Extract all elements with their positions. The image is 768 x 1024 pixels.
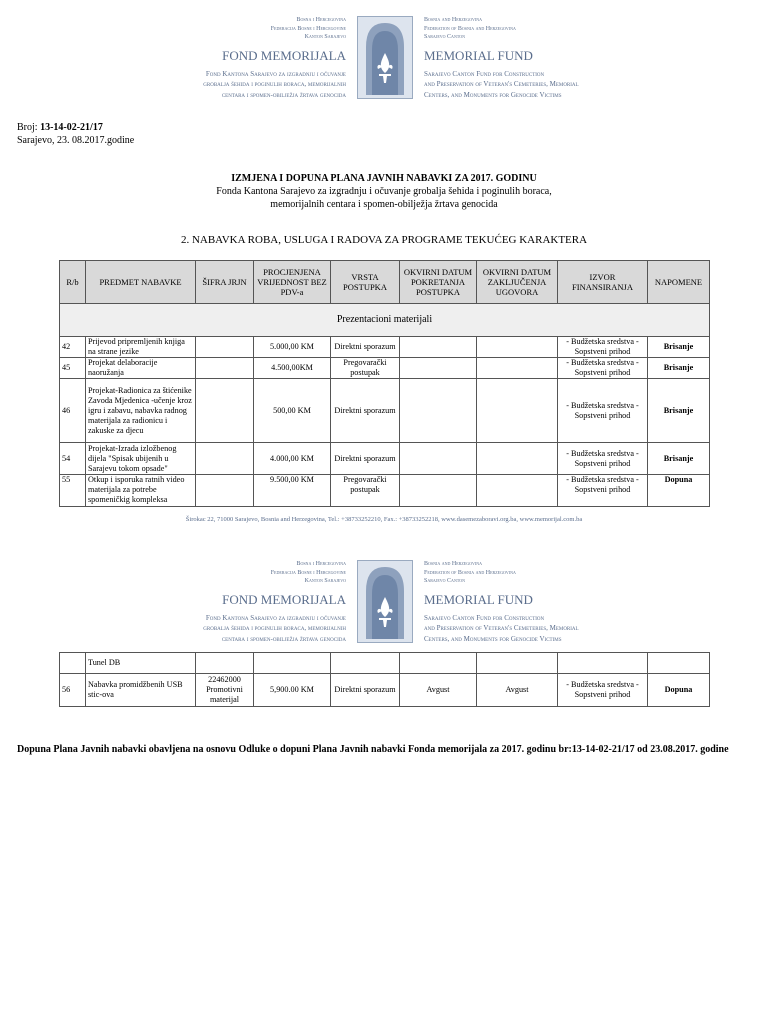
cell-rb: 55 [60,475,86,507]
right-desc-2: and Preservation of Veteran's Cemeteries, Memorial [424,80,579,88]
cell-vrijednost: 4.000,00 KM [254,443,331,475]
cell-zakljucenje [477,379,558,443]
cell-izvor: - Budžetska sredstva - Sopstveni prihod [558,337,648,358]
cell-pokretanje [400,337,477,358]
right-desc-1: Sarajevo Canton Fund for Construction [424,613,545,622]
header-zakljucenje: OKVIRNI DATUM ZAKLJUČENJA UGOVORA [477,261,558,304]
letterhead-left-2 [170,560,346,644]
procurement-table-continued [59,652,710,707]
memorial-fund-logo [357,16,413,99]
cell-zakljucenje [477,337,558,358]
left-desc-2: grobalja šehida i poginulih boraca, memorijalnih [203,80,346,88]
cell-izvor: - Budžetska sredstva - Sopstveni prihod [558,379,648,443]
section-row [60,304,710,337]
right-desc-2: and Preservation of Veteran's Cemeteries, Memorial [424,624,579,632]
cell-zakljucenje: Avgust [477,674,558,707]
left-org-name: FOND MEMORIJALA [222,591,346,607]
header-vrijednost: PROCJENJENA VRIJEDNOST BEZ PDV-a [254,261,331,304]
right-small-3: Sarajevo Canton [424,578,465,584]
left-desc-3: centara i spomen-obilježja žrtava genocida [221,90,346,99]
title-line-1: IZMJENA I DOPUNA PLANA JAVNIH NABAVKI ZA 2017. GODINU [231,173,537,184]
right-small-2: Federation of Bosnia and Herzegovina [424,25,516,32]
memorial-logo-icon [358,17,412,98]
document-meta [17,122,134,147]
letterhead-right-2 [424,560,624,644]
title-line-2: Fonda Kantona Sarajevo za izgradnju i očuvanje grobalja šehida i poginulih boraca, [216,186,552,197]
cell-postupak: Pregovarački postupak [331,475,400,507]
cell-predmet: Projekat delaboracije naoružanja [86,358,196,379]
right-org-name: MEMORIAL FUND [424,47,533,63]
cell-sifra: 22462000 Promotivni materijal [196,674,254,707]
cell-sifra [196,358,254,379]
amendment-note: Dopuna Plana Javnih nabavki obavljena na osnovu Odluke o dopuni Plana Javnih nabavki Fonda memorijala za 2017. godinu br:13-14-02-21/17 od 23.08.2017. godine [17,744,729,755]
cell-rb: 42 [60,337,86,358]
cell-predmet: Prijevod pripremljenih knjiga na strane jezike [86,337,196,358]
cell-postupak: Direktni sporazum [331,443,400,475]
letterhead-second [0,558,768,648]
cell-pokretanje [400,475,477,507]
right-org-name: MEMORIAL FUND [424,591,533,607]
cell-napomene: Brisanje [648,337,710,358]
cell-rb [60,653,86,674]
right-small-1: Bosnia and Herzegovina [424,17,482,23]
left-small-2: Federacija Bosne i Hercegovine [270,569,346,576]
broj-label: Broj: [17,122,41,133]
header-pokretanje: OKVIRNI DATUM POKRETANJA POSTUPKA [400,261,477,304]
cell-rb: 45 [60,358,86,379]
section-label: Prezentacioni materijali [60,304,710,337]
cell-napomene: Brisanje [648,443,710,475]
cell-izvor [558,653,648,674]
cell-napomene [648,653,710,674]
cell-postupak: Direktni sporazum [331,379,400,443]
broj-value: 13-14-02-21/17 [40,122,103,133]
cell-zakljucenje [477,443,558,475]
left-small-1: Bosna i Hercegovina [296,17,346,23]
header-predmet: PREDMET NABAVKE [86,261,196,304]
cell-pokretanje [400,379,477,443]
cell-postupak [331,653,400,674]
left-small-3: Kanton Sarajevo [304,34,346,40]
header-postupak: VRSTA POSTUPKA [331,261,400,304]
right-desc-3: Centers, and Monuments for Genocide Victims [424,90,562,99]
left-desc-1: Fond Kantona Sarajevo za izgradnju i očuvanje [205,69,346,78]
cell-pokretanje [400,653,477,674]
section-title: 2. NABAVKA ROBA, USLUGA I RADOVA ZA PROGRAME TEKUĆEG KARAKTERA [180,234,588,246]
table-row [60,358,710,379]
cell-izvor: - Budžetska sredstva - Sopstveni prihod [558,358,648,379]
header-izvor: IZVOR FINANSIRANJA [558,261,648,304]
cell-rb: 46 [60,379,86,443]
footer-contact: Širokac 22, 71000 Sarajevo, Bosnia and Herzegovina, Tel.: +38733252210, Fax.: +38733252218, www.dasemezaboravi.org.ba, www.memorijal.com.ba [185,516,583,523]
cell-izvor: - Budžetska sredstva - Sopstveni prihod [558,443,648,475]
left-desc-1: Fond Kantona Sarajevo za izgradnju i očuvanje [205,613,346,622]
cell-vrijednost [254,653,331,674]
title-line-3: memorijalnih centara i spomen-obilježja žrtava genocida [270,199,498,210]
cell-predmet: Tunel DB [86,653,196,674]
cell-pokretanje: Avgust [400,674,477,707]
right-small-3: Sarajevo Canton [424,34,465,40]
cell-vrijednost: 5,900.00 KM [254,674,331,707]
table-row [60,443,710,475]
cell-predmet: Otkup i isporuka ratnih video materijala za potrebe spomeničkig kompleksa [86,475,196,507]
cell-postupak: Direktni sporazum [331,337,400,358]
cell-postupak: Direktni sporazum [331,674,400,707]
table-row [60,475,710,507]
cell-vrijednost: 5.000,00 KM [254,337,331,358]
cell-sifra [196,653,254,674]
table-row [60,337,710,358]
cell-predmet: Projekat-Izrada izložbenog dijela "Spisak ubijenih u Sarajevu tokom opsade" [86,443,196,475]
place-date: Sarajevo, 23. 08.2017.godine [17,134,135,146]
cell-izvor: - Budžetska sredstva - Sopstveni prihod [558,674,648,707]
document-title [0,172,768,211]
cell-napomene: Dopuna [648,674,710,707]
table-row [60,379,710,443]
header-rb: R/b [60,261,86,304]
letterhead-top [0,14,768,114]
letterhead-left [170,16,346,100]
cell-sifra [196,379,254,443]
cell-sifra [196,337,254,358]
cell-vrijednost: 500,00 KM [254,379,331,443]
right-small-2: Federation of Bosnia and Herzegovina [424,569,516,576]
cell-napomene: Brisanje [648,358,710,379]
left-desc-2: grobalja šehida i poginulih boraca, memorijalnih [203,624,346,632]
left-small-3: Kanton Sarajevo [304,578,346,584]
left-org-name: FOND MEMORIJALA [222,47,346,63]
memorial-fund-logo-2 [357,560,413,643]
cell-rb: 54 [60,443,86,475]
cell-zakljucenje [477,358,558,379]
header-napomene: NAPOMENE [648,261,710,304]
left-small-2: Federacija Bosne i Hercegovine [270,25,346,32]
cell-napomene: Dopuna [648,475,710,507]
cell-pokretanje [400,443,477,475]
cell-zakljucenje [477,653,558,674]
procurement-table [59,260,710,507]
document-number [17,122,134,135]
cell-napomene: Brisanje [648,379,710,443]
cell-izvor: - Budžetska sredstva - Sopstveni prihod [558,475,648,507]
table-row-continued [60,653,710,674]
table-header-row [60,261,710,304]
cell-predmet: Nabavka promidžbenih USB stic-ova [86,674,196,707]
table-row [60,674,710,707]
letterhead-right [424,16,624,100]
memorial-logo-icon [358,561,412,642]
cell-pokretanje [400,358,477,379]
cell-vrijednost: 4.500,00KM [254,358,331,379]
left-small-1: Bosna i Hercegovina [296,561,346,567]
right-desc-3: Centers, and Monuments for Genocide Victims [424,634,562,643]
cell-vrijednost: 9.500,00 KM [254,475,331,507]
cell-postupak: Pregovarački postupak [331,358,400,379]
header-sifra: ŠIFRA JRJN [196,261,254,304]
left-desc-3: centara i spomen-obilježja žrtava genocida [221,634,346,643]
cell-sifra [196,443,254,475]
cell-predmet: Projekat-Radionica za štićenike Zavoda Mjedenica -učenje kroz igru i zabavu, nabavka radnog materijala za radionicu i zakuske za djecu [86,379,196,443]
cell-rb: 56 [60,674,86,707]
cell-zakljucenje [477,475,558,507]
cell-sifra [196,475,254,507]
right-desc-1: Sarajevo Canton Fund for Construction [424,69,545,78]
right-small-1: Bosnia and Herzegovina [424,561,482,567]
